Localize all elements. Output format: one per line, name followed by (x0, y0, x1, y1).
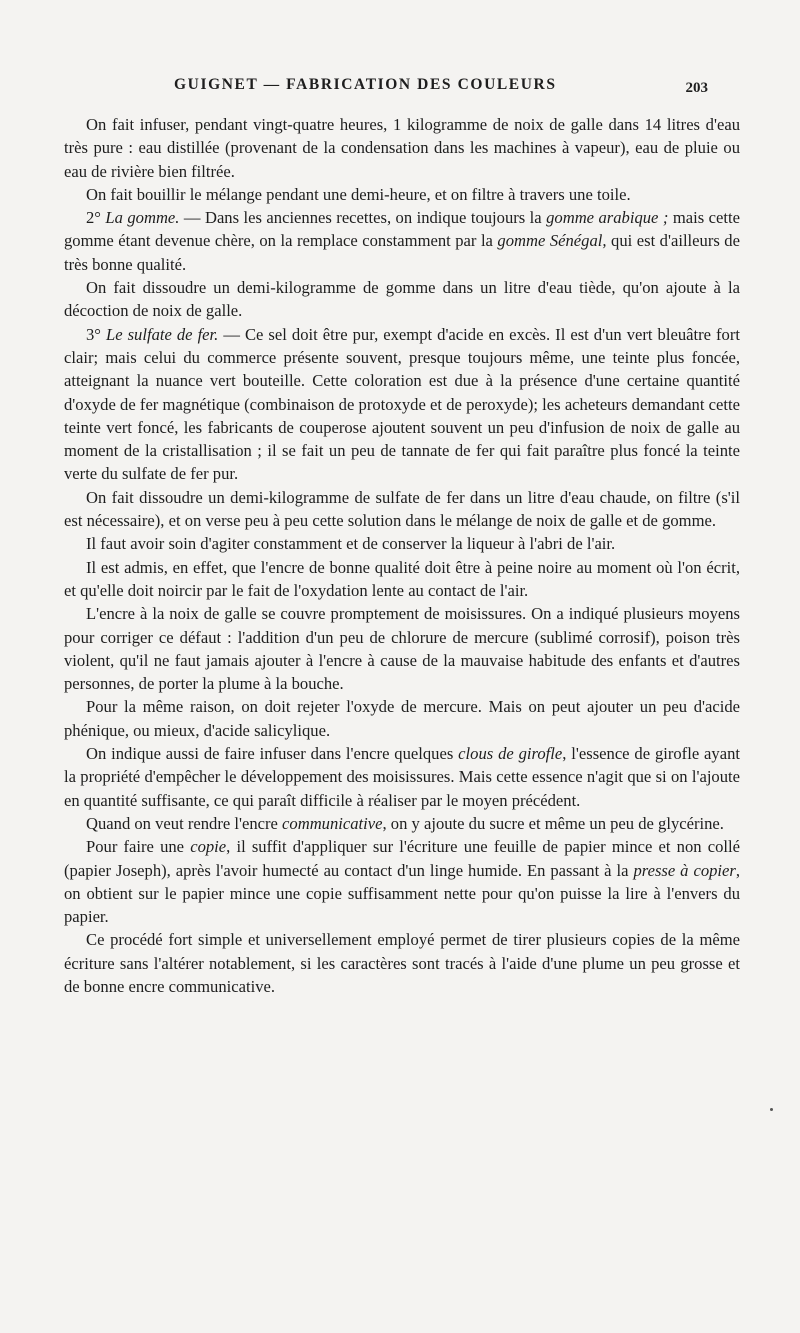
italic-run: gomme Sénégal, (497, 231, 607, 251)
paragraph (64, 276, 740, 323)
text-run: 3° (86, 324, 106, 344)
text-run: Pour la même raison, on doit rejeter l'oxyde de mercure. Mais on peut ajouter un peu d'acide phénique, ou mieux, d'acide salicylique. (64, 697, 740, 740)
text-run: On fait dissoudre un demi-kilogramme de gomme dans un litre d'eau tiède, qu'on ajoute à la décoction de noix de galle. (64, 278, 740, 321)
text-run: 2° (86, 208, 106, 228)
italic-run: copie (190, 837, 227, 857)
text-run: Il est admis, en effet, que l'encre de bonne qualité doit être à peine noire au moment où l'on écrit, et qu'elle doit noircir par le fait de l'oxydation lente au contact de l'air. (64, 557, 740, 600)
text-run: On indique aussi de faire infuser dans l'encre quelques (86, 744, 459, 764)
text-run: On fait infuser, pendant vingt-quatre heures, 1 kilogramme de noix de galle dans 14 litres d'eau très pure : eau distillée (provenant de la condensation dans les machines à vapeur), eau de pluie ou eau de rivière bien filtrée. (64, 115, 740, 181)
text-run: Quand on veut rendre l'encre (86, 813, 283, 833)
text-run: L'encre à la noix de galle se couvre promptement de moisissures. On a indiqué plusieurs moyens pour corriger ce défaut : l'addition d'un peu de chlorure de mercure (sublimé corrosif), poison très violent, qu'il ne faut jamais ajouter à l'encre à cause de la mauvaise habitude des enfants et d'autres personnes, de porter la plume à la bouche. (64, 604, 740, 694)
paragraph (64, 602, 740, 695)
italic-run: communicative (282, 813, 383, 833)
italic-run: presse à copier (633, 860, 736, 880)
running-title: GUIGNET — FABRICATION DES COULEURS (174, 76, 557, 93)
text-run: — Dans les anciennes recettes, on indique toujours la (179, 208, 547, 228)
body-text (64, 113, 740, 998)
paragraph (64, 532, 740, 555)
text-run: On fait bouillir le mélange pendant une demi-heure, et on filtre à travers une toile. (86, 184, 631, 204)
paragraph (64, 206, 740, 276)
text-run: Ce procédé fort simple et universellement employé permet de tirer plusieurs copies de la même écriture sans l'altérer notablement, si les caractères sont tracés à l'aide d'une plume un peu grosse et de bonne encre communicative. (64, 930, 740, 996)
italic-run: gomme arabique ; (546, 208, 669, 228)
paragraph (64, 812, 740, 835)
italic-run: Le sulfate de fer. (105, 324, 219, 344)
running-head (44, 76, 708, 98)
text-run: , on y ajoute du sucre et même un peu de glycérine. (382, 813, 724, 833)
paragraph (64, 928, 740, 998)
text-run: mais cette gomme étant devenue chère, on la remplace constamment par la (64, 208, 740, 251)
text-run: Il faut avoir soin d'agiter constamment et de conserver la liqueur à l'abri de l'air. (86, 534, 616, 554)
paragraph (64, 695, 740, 742)
text-run: qui est d'ailleurs de très bonne qualité. (64, 231, 740, 274)
text-run: Pour faire une (86, 837, 191, 857)
text-run: , l'essence de girofle ayant la propriété d'empêcher le développement des moisissures. Mais cette essence n'agit que si on l'ajoute en quantité suffisante, ce qui paraît difficile à réaliser par le moyen précédent. (64, 744, 740, 810)
text-run: — Ce sel doit être pur, exempt d'acide en excès. Il est d'un vert bleuâtre fort clair; mais celui du commerce présente souvent, presque toujours même, une teinte plus foncée, atteignant la nuance vert bouteille. Cette coloration est due à la présence d'une certaine quantité d'oxyde de fer magnétique (combinaison de protoxyde et de peroxyde); les acheteurs demandant cette teinte vert foncé, les fabricants de couperose ajoutent souvent un peu d'infusion de noix de galle au moment de la cristallisation ; il se fait un peu de tannate de fer qui fait paraître plus foncé la teinte verte du sulfate de fer pur. (64, 324, 740, 484)
paragraph (64, 113, 740, 183)
paragraph (64, 486, 740, 533)
italic-run: La gomme. (105, 208, 180, 228)
paragraph (64, 556, 740, 603)
italic-run: clous de girofle (458, 744, 563, 764)
paragraph (64, 835, 740, 928)
paragraph (64, 323, 740, 486)
paragraph (64, 183, 740, 206)
page-number: 203 (685, 80, 708, 96)
text-run: , on obtient sur le papier mince une copie suffisamment nette pour qu'on puisse la lire à l'envers du papier. (64, 860, 740, 927)
book-page (44, 0, 740, 1333)
text-run: , il suffit d'appliquer sur l'écriture une feuille de papier mince et non collé (papier Joseph), après l'avoir humecté au contact d'un linge humide. En passant à la (64, 837, 740, 880)
text-run: On fait dissoudre un demi-kilogramme de sulfate de fer dans un litre d'eau chaude, on filtre (s'il est nécessaire), et on verse peu à peu cette solution dans le mélange de noix de galle et de gomme. (64, 487, 740, 531)
margin-mark (770, 1108, 773, 1111)
paragraph (64, 742, 740, 812)
